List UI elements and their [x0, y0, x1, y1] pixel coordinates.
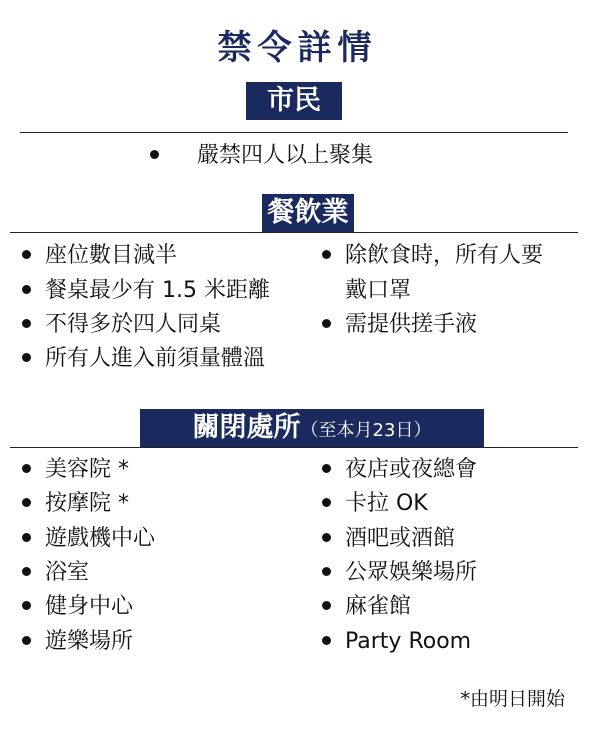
section-header-note: （至本月23日） — [300, 420, 432, 441]
section-header-catering — [262, 194, 354, 232]
list-item: 除飲食時，所有人要 — [322, 241, 543, 271]
footnote: *由明日開始 — [460, 688, 565, 710]
section-header-label: 市民 — [267, 85, 321, 116]
page-title: 禁令詳情 — [217, 28, 378, 68]
bullet-icon — [22, 353, 31, 362]
list-item: 浴室 — [22, 558, 89, 588]
bullet-icon — [322, 250, 331, 259]
list-item: 座位數目減半 — [22, 241, 177, 271]
list-item: 公眾娛樂場所 — [322, 558, 477, 588]
bullet-icon — [22, 464, 31, 473]
section-header-citizens — [246, 82, 342, 120]
list-item: 嚴禁四人以上聚集 — [150, 141, 373, 171]
bullet-icon — [22, 319, 31, 328]
list-item: 遊樂場所 — [22, 627, 133, 657]
list-item: 美容院 * — [22, 455, 129, 485]
bullet-icon — [322, 567, 331, 576]
bullet-icon — [322, 498, 331, 507]
list-item: 健身中心 — [22, 592, 133, 622]
list-item: 麻雀館 — [322, 592, 411, 622]
divider — [10, 232, 578, 233]
list-item: 餐桌最少有 1.5 米距離 — [22, 276, 270, 306]
bullet-icon — [22, 601, 31, 610]
bullet-icon — [22, 498, 31, 507]
list-item: 不得多於四人同桌 — [22, 310, 221, 340]
section-header-label: 餐飲業 — [267, 197, 349, 228]
bullet-icon — [322, 601, 331, 610]
list-item-continuation: 戴口罩 — [345, 278, 412, 303]
divider — [20, 132, 568, 133]
bullet-icon — [22, 533, 31, 542]
bullet-icon — [322, 464, 331, 473]
bullet-icon — [22, 636, 31, 645]
list-item: 卡拉 OK — [322, 489, 428, 519]
section-header-label: 關閉處所 — [192, 412, 301, 443]
section-header-closures — [140, 409, 484, 447]
bullet-icon — [150, 150, 159, 159]
list-item: Party Room — [322, 627, 471, 657]
bullet-icon — [22, 250, 31, 259]
list-item: 所有人進入前須量體溫 — [22, 344, 265, 374]
list-item: 酒吧或酒館 — [322, 524, 455, 554]
bullet-icon — [22, 567, 31, 576]
list-item: 遊戲機中心 — [22, 524, 155, 554]
list-item: 需提供搓手液 — [322, 310, 477, 340]
divider — [10, 447, 578, 448]
bullet-icon — [322, 533, 331, 542]
bullet-icon — [22, 285, 31, 294]
bullet-icon — [322, 636, 331, 645]
list-item: 夜店或夜總會 — [322, 455, 477, 485]
list-item: 按摩院 * — [22, 489, 129, 519]
bullet-icon — [322, 319, 331, 328]
